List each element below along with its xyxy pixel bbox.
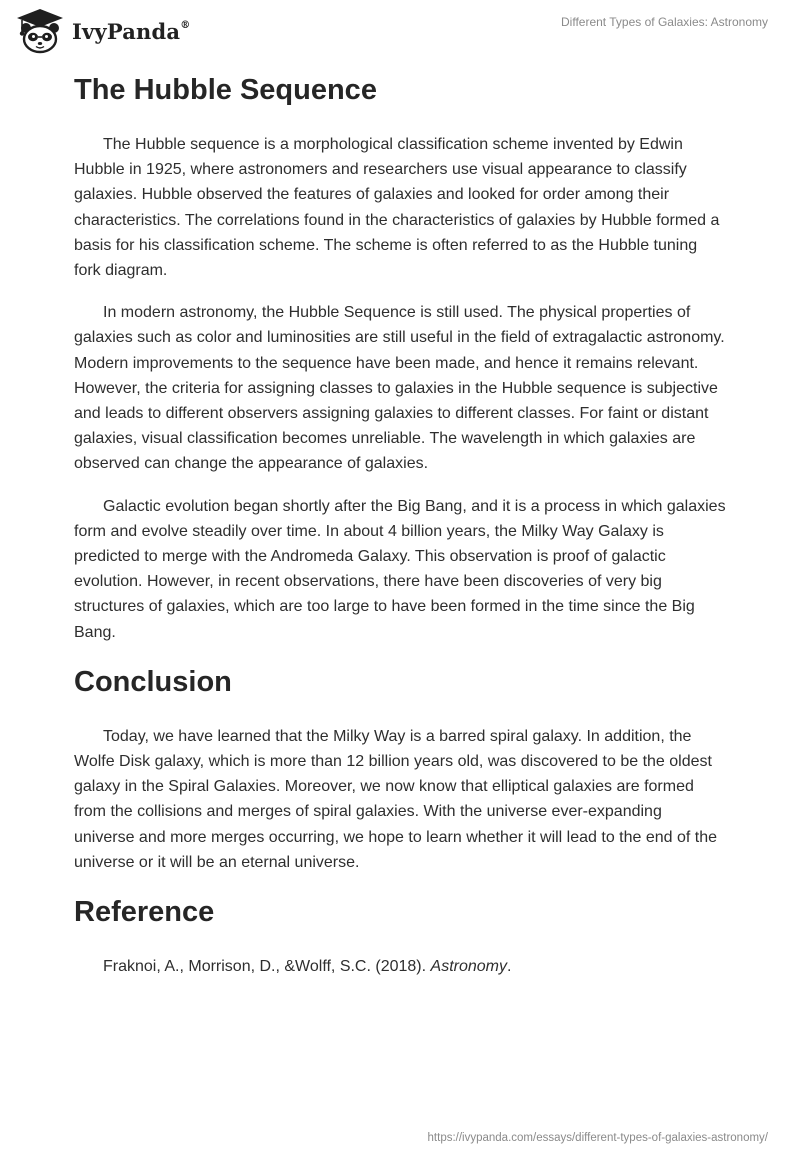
- essay-content: [74, 70, 726, 979]
- panda-graduate-icon: [14, 8, 66, 54]
- paragraph: In modern astronomy, the Hubble Sequence is still used. The physical properties of galaxies such as color and luminosities are still useful in the field of extragalactic astronomy. Modern improvements to the sequence have been made, and hence it remains relevant. However, the criteria for assigning classes to galaxies in the Hubble sequence is subjective and leads to different observers assigning galaxies to different classes. For faint or distant galaxies, visual classification becomes unreliable. The wavelength in which galaxies are observed can change the appearance of galaxies.: [74, 304, 725, 473]
- source-url[interactable]: https://ivypanda.com/essays/different-types-of-galaxies-astronomy/: [427, 1132, 768, 1144]
- paragraph: Today, we have learned that the Milky Way is a barred spiral galaxy. In addition, the Wolfe Disk galaxy, which is more than 12 billion years old, was discovered to be the oldest galaxy in the Spiral Galaxies. Moreover, we now know that elliptical galaxies are formed from the collisions and merges of spiral galaxies. With the universe ever-expanding universe and more merges occurring, we hope to learn whether it will lead to the end of the universe or it will be an eternal universe.: [74, 727, 718, 871]
- heading-conclusion: Conclusion: [74, 665, 232, 698]
- reference-entry: Fraknoi, A., Morrison, D., &Wolff, S.C. (2018). Astronomy.: [103, 958, 512, 976]
- heading-reference: Reference: [74, 896, 215, 929]
- brand-logo[interactable]: [14, 8, 190, 54]
- reference-authors: Fraknoi, A., Morrison, D., &Wolff, S.C. (2018).: [103, 958, 431, 976]
- paragraph: The Hubble sequence is a morphological classification scheme invented by Edwin Hubble in 1925, where astronomers and researchers use visual appearance to classify galaxies. Hubble observed the features of galaxies and looked for order among their characteristics. The correlations found in the characteristics of galaxies by Hubble formed a basis for his classification scheme. The scheme is often referred to as the Hubble tuning fork diagram.: [74, 136, 720, 280]
- heading-hubble-sequence: The Hubble Sequence: [74, 74, 377, 106]
- paragraph: Galactic evolution began shortly after the Big Bang, and it is a process in which galaxies form and evolve steadily over time. In about 4 billion years, the Milky Way Galaxy is predicted to merge with the Andromeda Galaxy. This observation is proof of galactic evolution. However, in recent observations, there have been discoveries of very big structures of galaxies, which are too large to have been formed in the time since the Big Bang.: [74, 497, 726, 641]
- brand-name: IvyPanda®: [72, 18, 191, 44]
- document-title: Different Types of Galaxies: Astronomy: [561, 15, 768, 29]
- reference-book-title: Astronomy: [430, 958, 507, 976]
